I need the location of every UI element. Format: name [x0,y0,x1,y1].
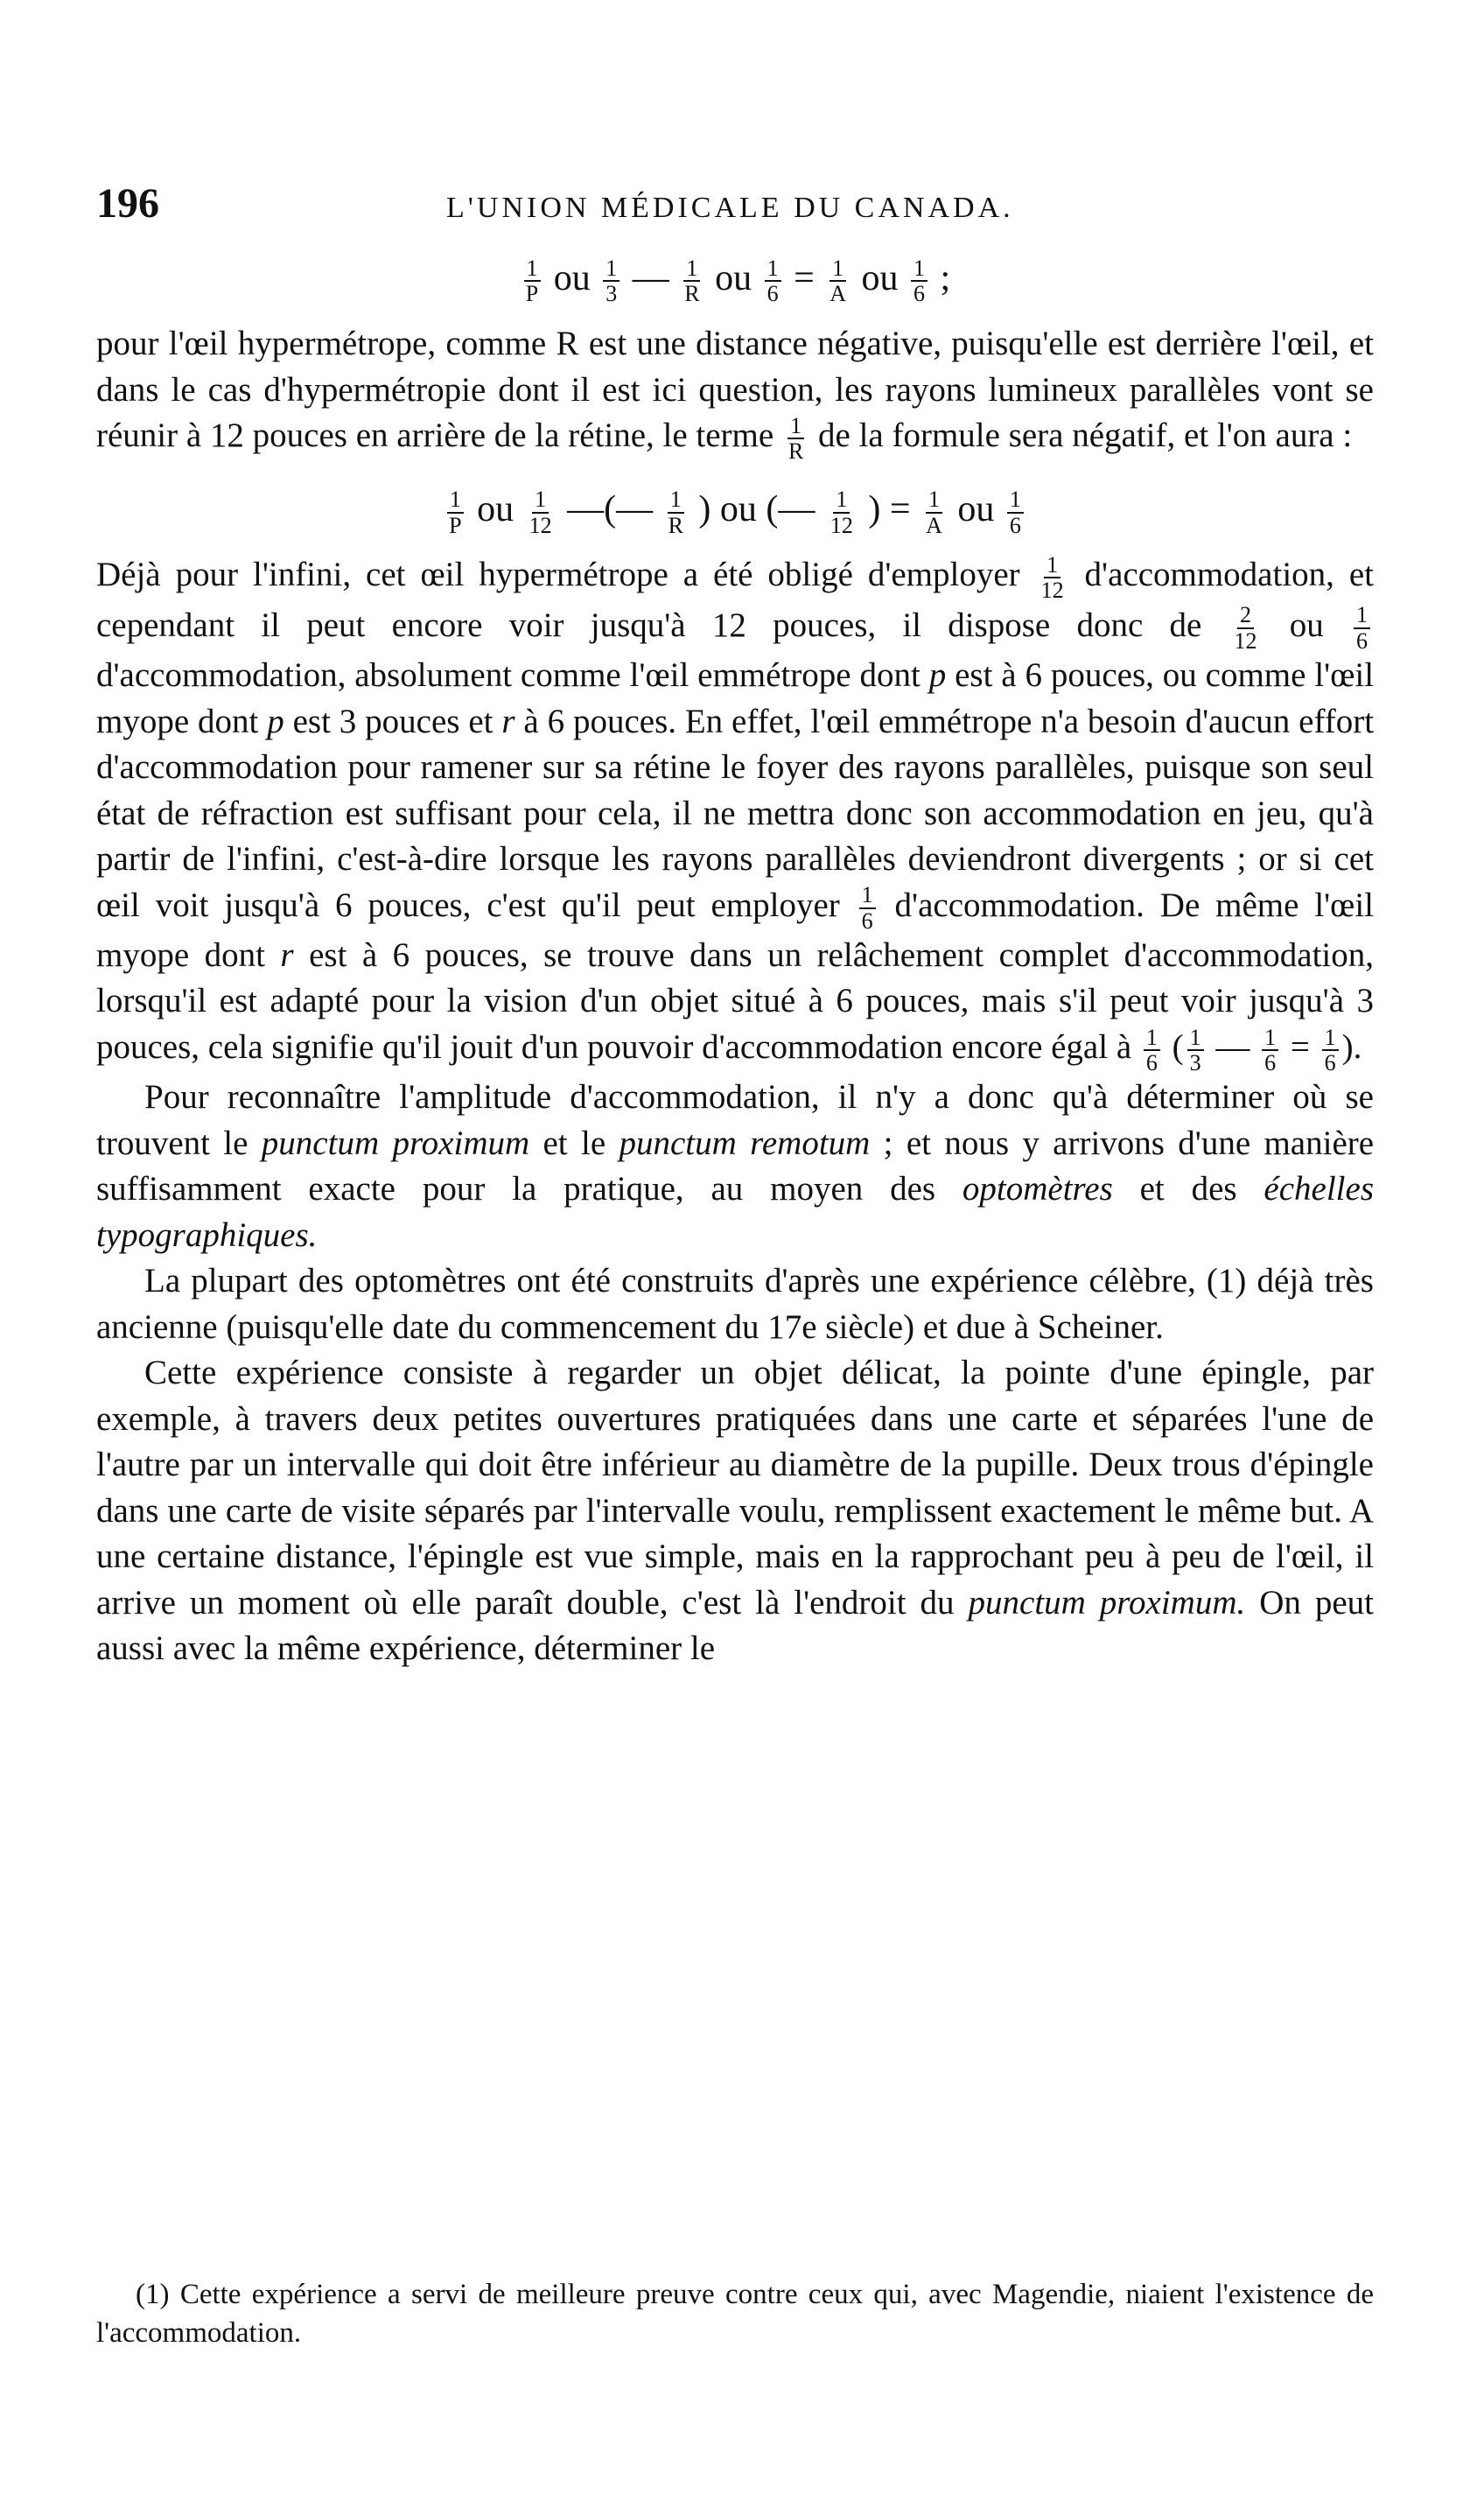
footnote-text: (1) Cette expérience a servi de meilleure preuve contre ceux qui, avec Magendie, niaient l'existence de l'accommodation. [96,2279,1374,2349]
text-run: pour l'œil hypermétrope, comme R est une distance négative, puisqu'elle est derrière l'œil, et dans le cas d'hypermétropie dont il est ici question, les rayons lumineux parallèles vont se réunir à 12 pouces en arrière de la rétine, le terme [96,325,1374,454]
italic-term: optomètres [962,1170,1113,1208]
italic-term: punctum proximum. [968,1583,1246,1622]
formula-word: ou [957,489,995,530]
formula-word: ou [719,489,757,530]
fraction: $\frac{1}{6}$ [765,256,781,306]
text-run: et des [1139,1170,1237,1208]
text-run: On peut aussi avec la même expérience, déterminer le [96,1583,1374,1668]
formula-operator: ; [940,258,951,298]
text-run: d'accommodation. De même l'œil myope dont [96,886,1375,974]
text-run: = [1290,1027,1310,1066]
variable-p: p [267,702,284,740]
text-run: est à 6 pouces, se trouve dans un relâchement complet d'accommodation, lorsqu'il est adapté pour la vision d'un objet situé à 6 pouces, mais s'il peut voir jusqu'à 3 pouces, cela signifie qu'il jouit d'un pouvoir d'accommodation encore égal à [96,935,1375,1066]
fraction: $\frac{1}{6}$ [1144,1026,1160,1075]
fraction: $\frac{1}{6}$ [1007,487,1024,537]
text-run: et le [542,1124,606,1162]
footnote [96,2275,1374,2352]
formula-word: ou [861,258,899,298]
fraction: $\frac{2}{12}$ [1234,602,1257,654]
page-number: 196 [96,180,159,227]
italic-term: punctum remotum [619,1124,871,1162]
formula-word: ou [715,258,752,298]
fraction: $\frac{1}{R}$ [684,256,700,307]
formula-word: ou [477,489,514,530]
formula-operator: —(— [567,489,654,530]
paragraph-4 [96,1258,1374,1350]
fraction: $\frac{1}{A}$ [830,256,847,307]
fraction: $\frac{1}{R}$ [668,487,683,538]
formula-1 [96,244,1374,312]
text-run: La plupart des optomètres ont été construits d'après une expérience célèbre, (1) déjà très ancienne (puisqu'elle date du commencement du 17e siècle) et due à Scheiner. [96,1262,1374,1346]
paragraph-2 [96,552,1374,1075]
italic-term: punctum proximum [261,1124,530,1162]
text-run: ou [1289,606,1324,644]
text-run: ( [1172,1027,1184,1066]
fraction: $\frac{1}{R}$ [788,412,804,465]
formula-operator: (— [766,489,816,530]
paragraph-5 [96,1350,1374,1672]
formula-operator: ) [698,489,711,530]
text-run: de la formule sera négatif, et l'on aura : [818,417,1353,454]
formula-operator: ) [868,489,881,530]
fraction: $\frac{1}{6}$ [1354,603,1370,653]
fraction: $\frac{1}{6}$ [1322,1026,1339,1075]
text-run: Cette expérience consiste à regarder un objet délicat, la pointe d'une épingle, par exemple, à travers deux petites ouvertures pratiquées dans une carte et séparées l'une de l'autre par un intervalle qui doit être inférieur au diamètre de la pupille. Deux trous d'épingle dans une carte de visite séparés par l'intervalle voulu, remplissent exactement le même but. A une certaine distance, l'épingle est vue simple, mais en la rapprochant peu à peu de l'œil, il arrive un moment où elle paraît double, c'est là l'endroit du [96,1354,1374,1622]
text-run: Déjà pour l'infini, cet œil hypermétrope a été obligé d'employer [96,556,1020,594]
text-run: ; et nous y arrivons d'une manière suffisamment exacte pour la pratique, au moyen des [96,1124,1375,1208]
page [96,179,1374,1672]
formula-operator: = [794,258,815,298]
formula-operator: = [889,489,911,530]
formula-word: ou [553,258,591,298]
paragraph-1 [96,321,1374,463]
fraction: $\frac{1}{P}$ [523,256,541,306]
formula-2 [96,475,1374,543]
text-run: ). [1341,1027,1362,1066]
fraction: $\frac{1}{6}$ [911,256,928,306]
fraction: $\frac{1}{6}$ [1262,1026,1278,1075]
text-run: Pour reconnaître l'amplitude d'accommodation, il n'y a donc qu'à déterminer où se trouvent le [96,1078,1374,1162]
text-run: d'accommodation, et cependant il peut encore voir jusqu'à 12 pouces, il dispose donc de [96,556,1374,644]
text-run: d'accommodation, absolument comme l'œil emmétrope dont [96,656,920,695]
page-header [96,179,1374,232]
variable-p: p [928,656,947,695]
variable-r: r [501,702,515,740]
formula-operator: — [632,258,669,298]
variable-r: r [280,935,294,974]
running-title: L'UNION MÉDICALE DU CANADA. [446,192,1014,224]
fraction: $\frac{1}{A}$ [926,487,942,538]
fraction: $\frac{1}{12}$ [1040,552,1064,604]
text-run: est à 6 pouces, ou comme l'œil myope dont [96,656,1375,740]
italic-term: échelles typographiques. [96,1170,1374,1254]
fraction: $\frac{1}{6}$ [859,883,876,933]
paragraph-3 [96,1075,1374,1258]
fraction: $\frac{1}{12}$ [528,487,552,538]
fraction: $\frac{1}{P}$ [446,487,464,537]
text-run: à 6 pouces. En effet, l'œil emmétrope n'a besoin d'aucun effort d'accommodation pour ramener sur sa rétine le foyer des rayons parallèles, puisque son seul état de réfraction est suffisant pour cela, il ne mettra donc son accommodation en jeu, qu'à partir de l'infini, c'est-à-dire lorsque les rayons parallèles deviendront divergents ; or si cet œil voit jusqu'à 6 pouces, c'est qu'il peut employer [96,702,1375,924]
fraction: $\frac{1}{3}$ [603,256,620,306]
fraction: $\frac{1}{3}$ [1187,1026,1204,1075]
fraction: $\frac{1}{12}$ [830,487,853,538]
text-run: est 3 pouces et [292,702,494,740]
text-run: — [1215,1027,1250,1066]
